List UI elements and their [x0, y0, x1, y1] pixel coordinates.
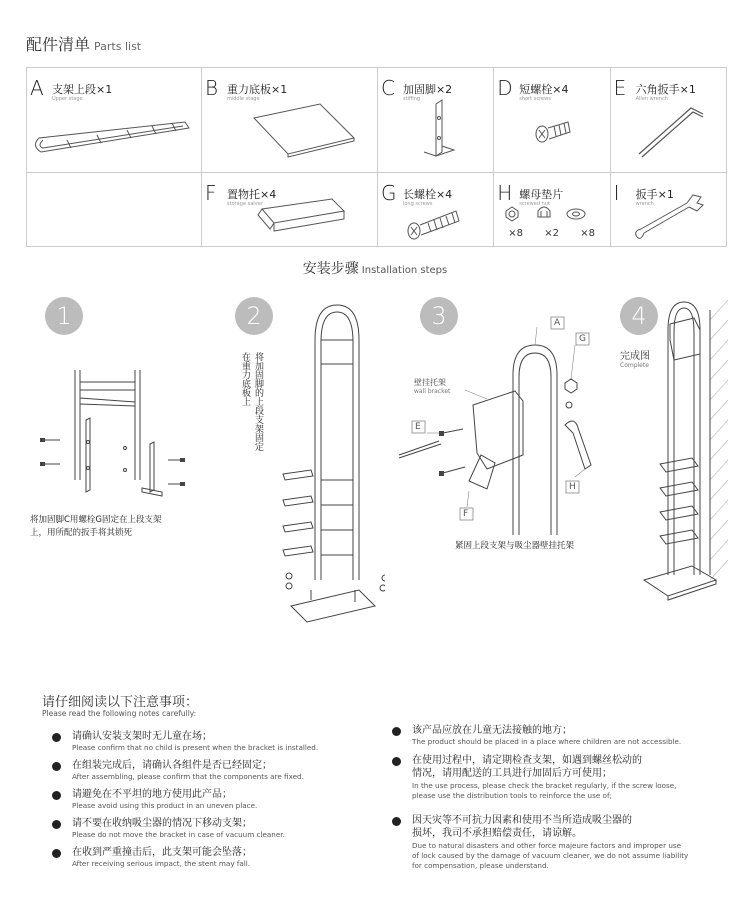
allen-wrench-illustration	[611, 68, 727, 173]
step3-label-f: F	[463, 509, 469, 519]
parts-table	[26, 67, 727, 247]
bullet-icon	[52, 733, 61, 742]
bullet-icon	[392, 727, 401, 736]
note-en: After assembling, please confirm that the components are fixed.	[72, 772, 304, 781]
part-cell-h	[494, 173, 610, 247]
storage-salver-illustration	[202, 173, 377, 246]
part-name: 螺母垫片	[519, 188, 564, 201]
part-cell-i	[610, 173, 726, 247]
part-letter: B	[204, 76, 219, 100]
part-cell-g	[377, 173, 493, 247]
step-number-3: 3	[420, 297, 458, 335]
step3-label-g: G	[579, 334, 586, 344]
notes-title: 请仔细阅读以下注意事项：	[42, 695, 199, 710]
step-number-1: 1	[45, 297, 83, 335]
step4-title-zh: 完成图	[620, 351, 650, 362]
note-en: Due to natural disasters and other force majeure factors and improper use	[412, 841, 682, 850]
step1-illustration	[30, 360, 200, 505]
part-en: screwed nut	[519, 201, 550, 207]
quantity-nut: ×8	[508, 228, 524, 239]
note-zh: 情况，请用配送的工具进行加固后方可使用；	[412, 768, 612, 779]
bullet-icon	[392, 757, 401, 766]
part-letter: D	[497, 76, 513, 100]
part-cell-d	[494, 68, 610, 173]
part-name: 加固脚×2	[402, 83, 453, 96]
part-name: 重力底板×1	[226, 83, 288, 96]
stiffing-illustration	[378, 68, 494, 173]
note-en: After receiving serious impact, the stent may fall.	[72, 859, 251, 868]
note-zh: 因天灾等不可抗力因素和使用不当所造成吸尘器的	[412, 815, 632, 826]
bullet-icon	[52, 849, 61, 858]
part-row-bottom-left	[27, 173, 378, 247]
step3-label-e: E	[415, 422, 421, 432]
bullet-icon	[392, 817, 401, 826]
step-number-4: 4	[620, 297, 658, 335]
step-number-2: 2	[235, 297, 273, 335]
part-en: Allen wrench	[635, 96, 668, 102]
part-letter: E	[613, 76, 627, 100]
step3-illustration	[395, 305, 605, 535]
step3-caption: 紧固上段支架与吸尘器壁挂托架	[455, 541, 575, 551]
parts-title-en: Parts list	[94, 40, 142, 53]
step3-bracket-label	[414, 377, 450, 395]
step3-label-h: H	[569, 482, 576, 492]
bullet-icon	[52, 762, 61, 771]
note-zh: 在使用过程中，请定期检查支架，如遇到螺丝松动的	[412, 755, 642, 766]
part-en: storage salver	[227, 201, 263, 207]
bullet-icon	[52, 791, 61, 800]
note-en: Please avoid using this product in an uneven place.	[72, 801, 258, 810]
note-zh: 在组装完成后，请确认各组件是否已经固定；	[72, 760, 272, 771]
step4-title-en: Complete	[620, 362, 649, 369]
note-en: for compensation, please understand.	[412, 861, 549, 870]
part-cell-f	[201, 173, 377, 246]
part-name: 扳手×1	[635, 188, 674, 201]
note-zh: 请确认安装支架时无儿童在场；	[72, 731, 212, 742]
part-name: 六角扳手×1	[635, 83, 696, 96]
steps-title-en: Installation steps	[361, 265, 448, 276]
part-en: Upper stage	[52, 96, 83, 102]
step2-caption-col2: 在重力底板上	[240, 352, 250, 406]
part-cell-c	[377, 68, 493, 173]
note-en: Please confirm that no child is present when the bracket is installed.	[72, 743, 319, 752]
short-screw-illustration	[494, 68, 610, 173]
note-en: The product should be placed in a place where children are not accessible.	[412, 737, 682, 746]
part-letter: C	[380, 76, 395, 100]
long-screw-illustration	[378, 173, 494, 246]
step3-label-a: A	[554, 318, 561, 328]
bracket-label-en: wall bracket	[414, 388, 451, 395]
part-en: middle stage	[226, 96, 260, 102]
note-zh: 损坏，我司不承担赔偿责任，请谅解。	[412, 828, 582, 839]
part-cell-a	[27, 68, 202, 173]
note-en: Please do not move the bracket in case of vacuum cleaner.	[72, 830, 285, 839]
part-name: 短螺栓×4	[519, 83, 569, 96]
part-en: wrench	[635, 201, 654, 207]
part-en: short screws	[519, 96, 551, 102]
wrench-illustration	[611, 173, 727, 246]
step1-caption-line: 将加固脚C用螺栓G固定在上段支架	[30, 515, 162, 525]
note-zh: 请不要在收纳吸尘器的情况下移动支架；	[72, 818, 252, 829]
part-cell-e	[610, 68, 726, 173]
parts-title-zh: 配件清单	[26, 35, 91, 54]
note-zh: 请避免在不平坦的地方使用此产品；	[72, 789, 232, 800]
bullet-icon	[52, 820, 61, 829]
note-zh: 该产品应放在儿童无法接触的地方；	[412, 725, 572, 736]
part-letter: A	[30, 76, 44, 100]
part-letter: H	[497, 181, 513, 205]
part-name: 支架上段×1	[52, 83, 113, 96]
notes-subtitle: Please read the following notes carefully:	[42, 709, 197, 718]
part-letter: F	[205, 181, 217, 205]
installation-steps-title	[0, 258, 750, 278]
note-zh: 在收到严重撞击后，此支架可能会坠落；	[72, 847, 252, 858]
part-name: 置物托×4	[227, 188, 277, 201]
base-plate-illustration	[202, 68, 377, 173]
step1-caption	[30, 514, 210, 540]
steps-title-zh: 安装步骤	[302, 261, 359, 277]
part-en: stiffing	[402, 96, 421, 102]
upper-stage-illustration	[27, 68, 201, 173]
part-name: 长螺栓×4	[402, 188, 453, 201]
step2-caption-col1: 将加固脚的上段支架固定	[253, 352, 263, 451]
step2-illustration	[275, 300, 385, 625]
parts-list-title	[26, 32, 141, 55]
quantity-washer: ×8	[580, 228, 596, 239]
note-en: In the use process, please check the bracket regularly, if the screw loose,	[412, 781, 677, 790]
step1-caption-line: 上，用所配的扳手将其锁死	[30, 528, 133, 538]
note-en: please use the distribution tools to reinforce the use of;	[412, 791, 612, 800]
note-en: of lock caused by the damage of vacuum cleaner, we do not assume liability	[412, 851, 689, 860]
part-en: long screws	[402, 201, 433, 207]
part-letter: G	[380, 181, 397, 205]
part-cell-empty	[27, 173, 201, 246]
part-letter: I	[613, 181, 620, 205]
step4-illustration	[630, 300, 730, 615]
bracket-label-zh: 壁挂托架	[414, 378, 446, 387]
part-cell-b	[201, 68, 377, 173]
quantity-cap-nut: ×2	[544, 228, 560, 239]
